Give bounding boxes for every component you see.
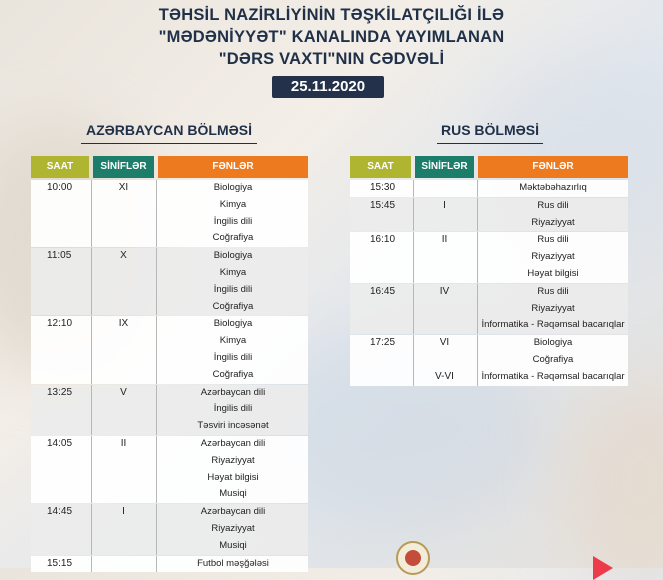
- column-divider: [477, 232, 478, 282]
- grade-cell: IV: [439, 285, 450, 297]
- column-divider: [477, 284, 478, 334]
- column-divider: [413, 335, 414, 385]
- column-divider: [477, 335, 478, 385]
- table-row: [31, 556, 308, 573]
- russian-schedule-table: [350, 180, 628, 380]
- subject-cell: İngilis dili: [213, 215, 253, 227]
- column-divider: [156, 180, 157, 247]
- grade-cell: [93, 556, 154, 573]
- subject-cell: Azərbaycan dili: [200, 438, 266, 449]
- column-divider: [91, 316, 92, 383]
- time-cell: 13:25: [47, 386, 73, 398]
- subject-cell: Riyaziyyat: [211, 454, 255, 466]
- section-title-text: AZƏRBAYCAN BÖLMƏSİ: [85, 122, 253, 138]
- grade-cell: IX: [118, 318, 129, 330]
- ministry-emblem-icon: [396, 541, 430, 575]
- title-underline: [437, 143, 543, 145]
- subject-cell: İnformatika - Rəqəmsal bacarıqlar: [481, 319, 625, 331]
- column-divider: [156, 248, 157, 315]
- time-cell: 15:15: [47, 557, 73, 569]
- subject-cell: Riyaziyyat: [531, 251, 575, 263]
- title-line-3: "DƏRS VAXTI"NIN CƏDVƏLİ: [218, 50, 445, 68]
- time-cell: 14:05: [47, 438, 73, 449]
- grade-cell: VI: [439, 337, 450, 349]
- grade-cell: II: [441, 234, 448, 246]
- grade-cell: [415, 352, 474, 369]
- subject-cell: Coğrafiya: [212, 232, 254, 244]
- subject-cell: Həyat bilgisi: [207, 471, 259, 483]
- column-divider: [91, 556, 92, 573]
- column-divider: [91, 436, 92, 503]
- column-divider: [156, 556, 157, 573]
- subject-cell: Coğrafiya: [532, 353, 574, 365]
- subject-cell: Kimya: [219, 266, 247, 278]
- saat-header: SAAT: [350, 156, 411, 178]
- table-row: [31, 504, 308, 554]
- play-arrow-icon: [593, 556, 613, 580]
- saat-header: SAAT: [31, 156, 89, 178]
- column-divider: [413, 232, 414, 282]
- column-divider: [156, 385, 157, 435]
- subject-cell: Musiqi: [219, 539, 247, 551]
- subject-cell: Biologiya: [213, 250, 253, 262]
- subject-cell: Futbol məşğələsi: [197, 557, 269, 569]
- column-divider: [413, 284, 414, 334]
- subject-cell: Kimya: [219, 198, 247, 210]
- table-row: [31, 180, 308, 247]
- time-cell: 14:45: [47, 506, 73, 518]
- column-divider: [477, 198, 478, 232]
- fenler-header: FƏNLƏR: [478, 156, 628, 178]
- section-title-text: RUS BÖLMƏSİ: [440, 122, 540, 138]
- azerbaijani-schedule-table: [31, 180, 308, 570]
- column-divider: [91, 248, 92, 315]
- subject-cell: Azərbaycan dili: [200, 386, 266, 398]
- table-row: [350, 284, 628, 334]
- subject-cell: Biologiya: [213, 182, 253, 193]
- subject-cell: Məktəbəhazırlıq: [519, 182, 587, 193]
- grade-cell: V: [120, 386, 127, 398]
- table-row: [31, 385, 308, 435]
- column-divider: [477, 180, 478, 197]
- background-blur: [560, 380, 663, 580]
- subject-cell: İngilis dili: [213, 283, 253, 295]
- column-divider: [413, 198, 414, 232]
- column-divider: [156, 316, 157, 383]
- time-cell: 11:05: [47, 250, 72, 262]
- subject-cell: Biologiya: [213, 318, 253, 330]
- subject-cell: İngilis dili: [213, 351, 253, 363]
- column-divider: [91, 504, 92, 554]
- grade-cell: X: [120, 250, 127, 262]
- time-cell: 15:30: [370, 182, 396, 193]
- subject-cell: İnformatika - Rəqəmsal bacarıqlar: [481, 370, 625, 382]
- subject-cell: Riyaziyyat: [531, 302, 575, 314]
- column-divider: [413, 180, 414, 197]
- subject-cell: Rus dili: [537, 199, 569, 211]
- date-badge: 25.11.2020: [272, 76, 384, 98]
- subject-cell: Təsviri incəsənət: [197, 420, 269, 432]
- title-underline: [81, 143, 257, 145]
- russian-section-title: [437, 122, 543, 138]
- page-title: [0, 4, 663, 70]
- table-row: [31, 316, 308, 383]
- time-cell: 17:25: [370, 337, 396, 349]
- time-cell: 16:45: [370, 285, 396, 297]
- subject-cell: Riyaziyyat: [531, 216, 575, 228]
- grade-cell: [415, 180, 474, 197]
- grade-cell: II: [120, 438, 127, 449]
- time-cell: 15:45: [370, 199, 396, 211]
- column-divider: [156, 504, 157, 554]
- azerbaijani-section-title: [81, 122, 257, 138]
- table-row: [31, 248, 308, 315]
- subject-cell: Həyat bilgisi: [527, 267, 579, 279]
- subject-cell: Coğrafiya: [212, 368, 254, 380]
- column-divider: [91, 385, 92, 435]
- sinifler-header: SİNİFLƏR: [415, 156, 474, 178]
- subject-cell: İngilis dili: [213, 403, 253, 415]
- title-line-2: "MƏDƏNİYYƏT" KANALINDA YAYIMLANAN: [158, 28, 505, 46]
- subject-cell: Azərbaycan dili: [200, 506, 266, 518]
- subject-cell: Rus dili: [537, 234, 569, 246]
- time-cell: 10:00: [47, 182, 73, 193]
- subject-cell: Rus dili: [537, 285, 569, 297]
- grade-cell: V-VI: [435, 370, 454, 382]
- subject-cell: Musiqi: [219, 488, 247, 500]
- grade-cell: I: [443, 199, 446, 211]
- table-row: [350, 232, 628, 282]
- subject-cell: Biologiya: [533, 337, 573, 349]
- column-divider: [91, 180, 92, 247]
- subject-cell: Riyaziyyat: [211, 522, 255, 534]
- grade-cell: XI: [118, 182, 129, 193]
- grade-cell: I: [122, 506, 125, 518]
- table-row: [31, 436, 308, 503]
- table-row: [350, 198, 628, 232]
- time-cell: 12:10: [47, 318, 73, 330]
- time-cell: 16:10: [370, 234, 396, 246]
- fenler-header: FƏNLƏR: [158, 156, 308, 178]
- column-divider: [156, 436, 157, 503]
- title-line-1: TƏHSİL NAZİRLİYİNİN TƏŞKİLATÇILIĞI İLƏ: [158, 6, 505, 24]
- subject-cell: Kimya: [219, 335, 247, 347]
- table-row: [350, 180, 628, 197]
- sinifler-header: SİNİFLƏR: [93, 156, 154, 178]
- table-row: [350, 335, 628, 385]
- subject-cell: Coğrafiya: [212, 300, 254, 312]
